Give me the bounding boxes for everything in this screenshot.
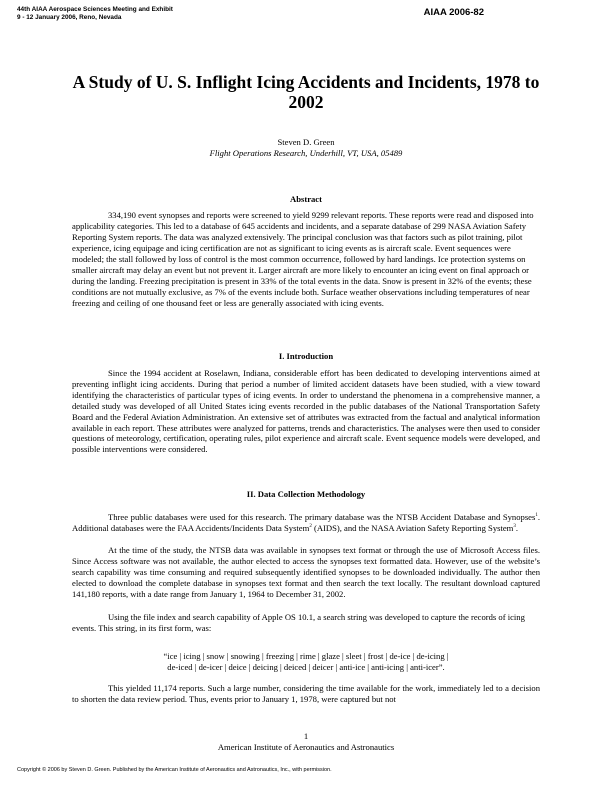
search-string-line: de-iced | de-icer | deice | deicing | deiced | deicer | anti-ice | anti-icing | anti-icer”. <box>167 661 445 672</box>
data-collection-paragraph-4: This yielded 11,174 reports. Such a large number, considering the time available for the work, immediately led to a decision to shorten the data review period. Thus, events prior to January 1, 1978, were captured but not <box>72 683 540 704</box>
paragraph-text: . <box>515 522 519 533</box>
page-number: 1 <box>303 731 309 741</box>
conference-info <box>17 6 173 21</box>
abstract-heading: Abstract <box>290 194 322 204</box>
reference-marker: 2 <box>309 523 312 529</box>
conference-date-location: 9 - 12 January 2006, Reno, Nevada <box>17 13 122 21</box>
data-collection-paragraph-2: At the time of the study, the NTSB data was available in synopses text format or through the use of Microsoft Access files. Since Access software was not available, the author elected to access the synopses text formatted data. However, use of the website’s search capability was time consuming and required subsequently identified synopses to be downloaded individually. The author then elected to download the complete database in synopses text format and then search the text locally. The resultant download captured 141,180 reports, with a date range from January 1, 1964 to December 31, 2002. <box>72 545 540 599</box>
paragraph-text: Three public databases were used for this research. The primary database was the NTSB Accident Database and Synopses <box>108 512 536 522</box>
paper-id: AIAA 2006-82 <box>423 7 484 18</box>
abstract-text: 334,190 event synopses and reports were screened to yield 9299 relevant reports. These reports were read and disposed into applicability categories. This led to a database of 645 accidents and incidents, and a separate database of 299 NASA Aviation Safety Reporting System reports. The data was analyzed extensively. The principal conclusion was that factors such as pilot training, pilot experience, icing equipage and icing certification are not as significant to icing events as is aircraft scale. Event sequences were modeled; the stall followed by loss of control is the most common occurrence, followed by hard landings. Ice protection systems on smaller aircraft may delay an event but not prevent it. Larger aircraft are more likely to encounter an icing event on final approach or during the landing. Freezing precipitation is present in 33% of the total events in the data. Snow is present in 32% of the events; these conditions are not mutually exclusive, as 7% of the events include both. Surface weather observations including temperatures of near freezing and ceiling of one thousand feet or less are generally associated with icing events. <box>72 210 534 308</box>
search-string-line: “ice | icing | snow | snowing | freezing | rime | glaze | sleet | frost | de-ice | de-icing | <box>163 651 449 661</box>
section-heading-data-collection: II. Data Collection Methodology <box>246 489 366 499</box>
reference-marker: 3 <box>513 523 516 529</box>
paper-title: A Study of U. S. Inflight Icing Accidents and Incidents, 1978 to 2002 <box>72 72 540 112</box>
footer-organization: American Institute of Aeronautics and Astronautics <box>217 742 395 752</box>
section-heading-introduction: I. Introduction <box>278 351 334 361</box>
paragraph-text: . Additional databases were the FAA Accidents/Incidents Data System <box>72 512 540 533</box>
reference-marker: 1 <box>535 513 538 518</box>
author-name: Steven D. Green <box>277 137 335 147</box>
copyright-notice: Copyright © 2006 by Steven D. Green. Published by the American Institute of Aeronautics and Astronautics, Inc., with permission. <box>17 767 332 773</box>
conference-name: 44th AIAA Aerospace Sciences Meeting and Exhibit <box>17 6 173 13</box>
data-collection-paragraph-3: Using the file index and search capability of Apple OS 10.1, a search string was developed to capture the records of icing events. This string, in its first form, was: <box>72 612 525 633</box>
author-block <box>72 137 540 159</box>
introduction-paragraph: Since the 1994 accident at Roselawn, Indiana, considerable effort has been dedicated to developing interventions aimed at preventing inflight icing accidents. During that period a number of limited accident datasets have been studied, with a view toward identifying the characteristics of particular types of icing events. In order to understand the phenomena in a comprehensive manner, a detailed study was developed of all United States icing events recorded in the public databases of the National Transportation Safety Board and the Federal Aviation Administration. An extensive set of attributes was extracted from the factual and analytical information available in each report. These attributes were analyzed for patterns, trends and characteristics. The analyses were then used to consider questions of meteorology, certification, operating rules, pilot experience and aircraft scale. Event sequence models were developed, and possible interventions were considered. <box>72 368 540 455</box>
data-collection-paragraph-1 <box>72 512 540 534</box>
author-affiliation: Flight Operations Research, Underhill, VT, USA, 05489 <box>209 148 403 158</box>
search-string <box>72 651 540 673</box>
paragraph-text: (AIDS), and the NASA Aviation Safety Reporting System <box>311 522 514 533</box>
